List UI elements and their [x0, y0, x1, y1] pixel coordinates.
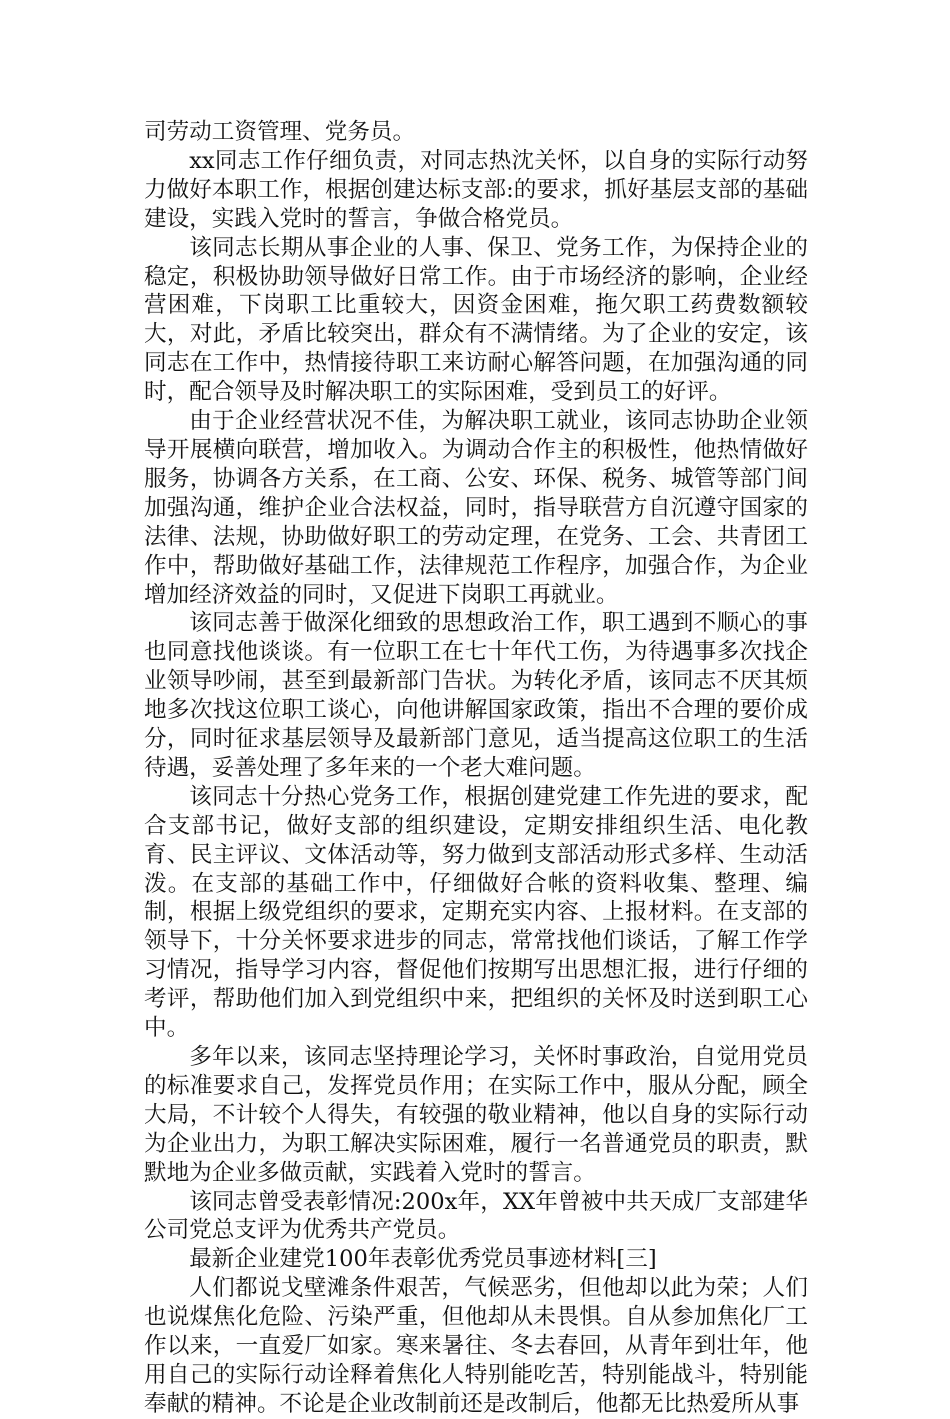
paragraph-5: 该同志善于做深化细致的思想政治工作，职工遇到不顺心的事也同意找他谈谈。有一位职工在七十年代工伤，为待遇事多次找企业领导吵闹，甚至到最新部门告状。为转化矛盾，该同志不厌其烦地多次找这位职工谈心，向他讲解国家政策，指出不合理的要价成分，同时征求基层领导及最新部门意见，适当提高这位职工的生活待遇，妥善处理了多年来的一个老大难问题。: [144, 610, 808, 781]
paragraph-1: 司劳动工资管理、党务员。: [144, 119, 416, 145]
paragraph-4: 由于企业经营状况不佳，为解决职工就业，该同志协助企业领导开展横向联营，增加收入。为调动合作主的积极性，他热情做好服务，协调各方关系，在工商、公安、环保、税务、城管等部门间加强沟通，维护企业合法权益，同时，指导联营方自沉遵守国家的法律、法规，协助做好职工的劳动定理，在党务、工会、共青团工作中，帮助做好基础工作，法律规范工作程序，加强合作，为企业增加经济效益的同时，又促进下岗职工再就业。: [144, 408, 808, 608]
paragraph-3: 该同志长期从事企业的人事、保卫、党务工作，为保持企业的稳定，积极协助领导做好日常工作。由于市场经济的影响，企业经营困难，下岗职工比重较大，因资金困难，拖欠职工药费数额较大，对此，矛盾比较突出，群众有不满情绪。为了企业的安定，该同志在工作中，热情接待职工来访耐心解答问题，在加强沟通的同时，配合领导及时解决职工的实际困难，受到员工的好评。: [144, 234, 808, 406]
paragraph-8: 该同志曾受表彰情况:200x年，XX年曾被中共天成厂支部建华公司党总支评为优秀共产党员。: [144, 1188, 808, 1244]
document-body: [144, 118, 808, 1419]
paragraph-9: 人们都说戈壁滩条件艰苦，气候恶劣，但他却以此为荣；人们也说煤焦化危险、污染严重，但他却从未畏惧。自从参加焦化厂工作以来，一直爱厂如家。寒来暑往、冬去春回，从青年到壮年，他用自己的实际行动诠释着焦化人特别能吃苦，特别能战斗，特别能奉献的精神。不论是企业改制前还是改制后，他都无比热爱所从事: [144, 1275, 808, 1417]
paragraph-7: 多年以来，该同志坚持理论学习，关怀时事政治，自觉用党员的标准要求自己，发挥党员作用；在实际工作中，服从分配，顾全大局，不计较个人得失，有较强的敬业精神，他以自身的实际行动为企业出力，为职工解决实际困难，履行一名普通党员的职责，默默地为企业多做贡献，实践着入党时的誓言。: [144, 1044, 808, 1186]
section-heading: 最新企业建党100年表彰优秀党员事迹材料[三]: [189, 1246, 657, 1273]
paragraph-6: 该同志十分热心党务工作，根据创建党建工作先进的要求，配合支部书记，做好支部的组织建设，定期安排组织生活、电化教育、民主评议、文体活动等，努力做到支部活动形式多样、生动活泼。在支部的基础工作中，仔细做好合帐的资料收集、整理、编制，根据上级党组织的要求，定期充实内容、上报材料。在支部的领导下，十分关怀要求进步的同志，常常找他们谈话，了解工作学习情况，指导学习内容，督促他们按期写出思想汇报，进行仔细的考评，帮助他们加入到党组织中来，把组织的关怀及时送到职工心中。: [144, 783, 808, 1042]
paragraph-2: xx同志工作仔细负责，对同志热沈关怀，以自身的实际行动努力做好本职工作，根据创建达标支部:的要求，抓好基层支部的基础建设，实践入党时的誓言，争做合格党员。: [144, 147, 808, 232]
